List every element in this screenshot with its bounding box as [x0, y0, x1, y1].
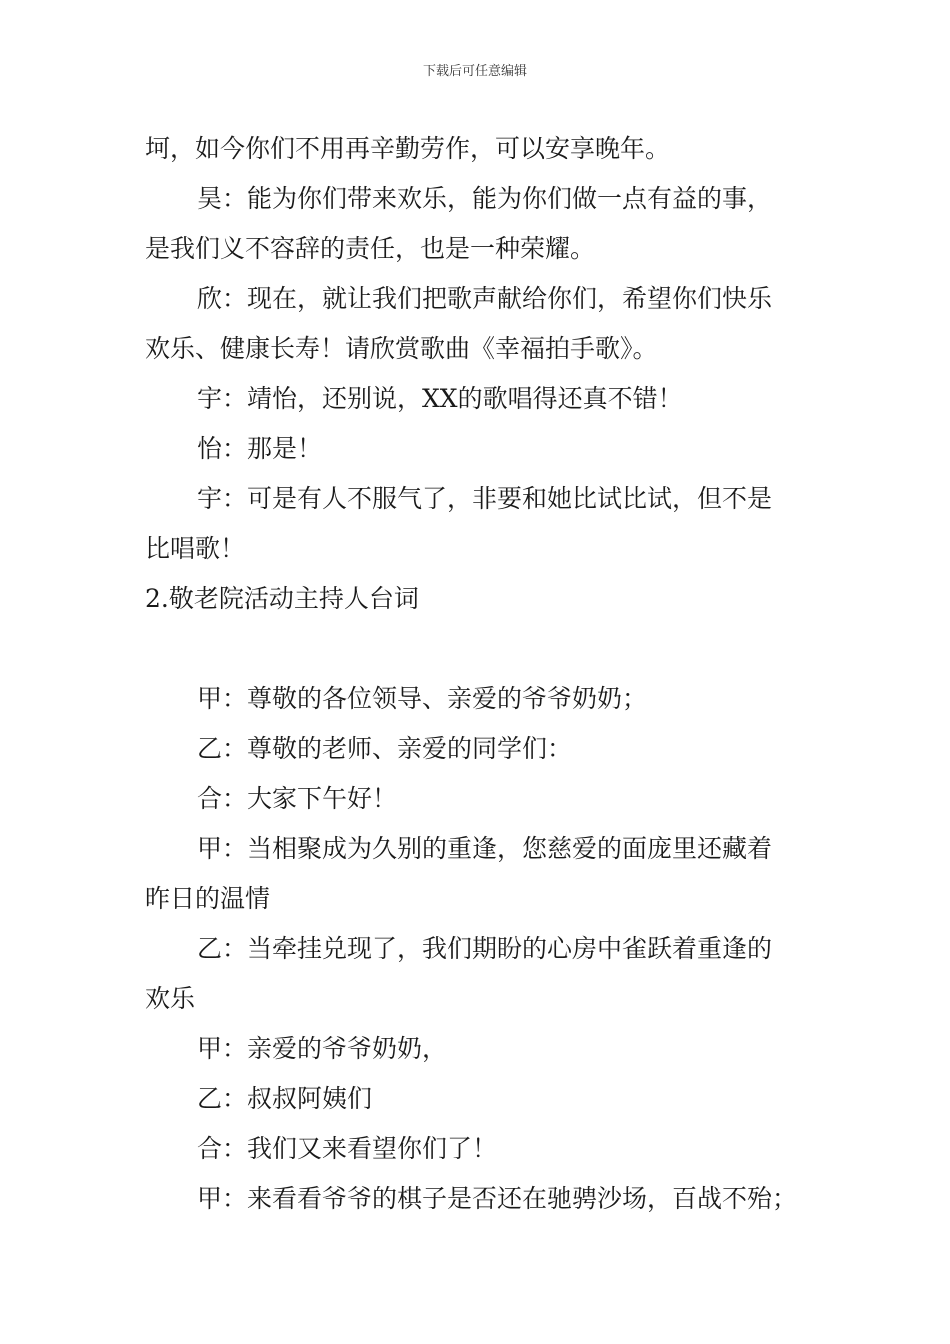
paragraph-line: 欢乐、健康长寿！请欣赏歌曲《幸福拍手歌》。 [145, 334, 658, 363]
paragraph-line: 宇：靖怡，还别说，XX的歌唱得还真不错！ [197, 384, 683, 413]
document-body [145, 124, 810, 1224]
paragraph-line: 乙：当牵挂兑现了，我们期盼的心房中雀跃着重逢的 [197, 934, 773, 963]
paragraph-line: 是我们义不容辞的责任，也是一种荣耀。 [145, 234, 596, 263]
paragraph-line: 乙：叔叔阿姨们 [197, 1084, 373, 1113]
paragraph-line: 甲：当相聚成为久别的重逢，您慈爱的面庞里还藏着 [197, 834, 773, 863]
paragraph-line: 甲：来看看爷爷的棋子是否还在驰骋沙场，百战不殆； [197, 1184, 798, 1213]
paragraph-line: 合：我们又来看望你们了！ [197, 1134, 498, 1163]
paragraph-line: 欢乐 [145, 984, 196, 1013]
blank-line [145, 624, 810, 674]
page-header: 下载后可任意编辑 [422, 64, 527, 79]
paragraph-line: 怡：那是！ [197, 434, 323, 463]
paragraph-line: 乙：尊敬的老师、亲爱的同学们： [197, 734, 573, 763]
paragraph-line: 甲：尊敬的各位领导、亲爱的爷爷奶奶； [197, 684, 648, 713]
paragraph-line: 昨日的温情 [145, 884, 271, 913]
paragraph-line: 合：大家下午好！ [197, 784, 398, 813]
section-heading: 2.敬老院活动主持人台词 [145, 584, 419, 613]
paragraph-line: 昊：能为你们带来欢乐，能为你们做一点有益的事， [197, 184, 773, 213]
paragraph-line: 坷，如今你们不用再辛勤劳作，可以安享晚年。 [145, 134, 671, 163]
paragraph-line: 宇：可是有人不服气了，非要和她比试比试，但不是 [197, 484, 773, 513]
paragraph-line: 甲：亲爱的爷爷奶奶， [197, 1034, 448, 1063]
paragraph-line: 比唱歌！ [145, 534, 246, 563]
paragraph-line: 欣：现在，就让我们把歌声献给你们，希望你们快乐 [197, 284, 773, 313]
